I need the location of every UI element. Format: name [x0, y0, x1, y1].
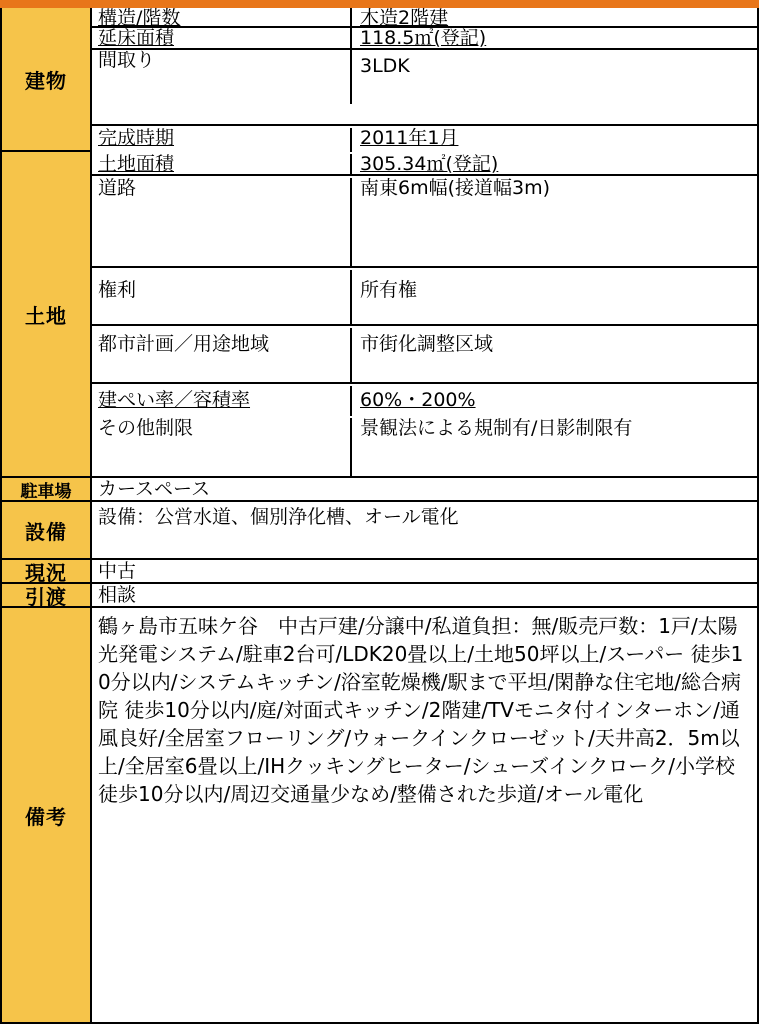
land-other-restrictions-label: その他制限 [92, 418, 352, 478]
land-zoning-value: 市街化調整区域 [360, 333, 494, 355]
divider [92, 606, 757, 608]
status-value: 中古 [98, 560, 137, 582]
building-floor-area-label: 延床面積 [92, 28, 352, 50]
building-completion-value: 2011年1月 [360, 127, 459, 149]
facilities-value: 設備：公営水道、個別浄化槽、オール電化 [98, 506, 459, 528]
land-rights-value: 所有権 [360, 279, 418, 301]
category-land: 土地 [2, 152, 92, 478]
remarks-value: 鶴ヶ島市五味ケ谷 中古戸建/分譲中/私道負担：無/販売戸数：1戸/太陽光発電システム/駐車2台可/LDK20畳以上/土地50坪以上/スーパー 徒歩10分以内/システムキッチン/浴室乾燥機/駅まで平坦/閑静な住宅地/総合病院 徒歩10分以内/庭/対面式キッチン/2階建/TVモニタ付インターホン/通風良好/全居室フローリング/ウォークインクローゼット/天井高2．5m以上/全居室6畳以上/IHクッキングヒーター/シューズインクローク/小学校 徒歩10分以内/周辺交通量少なめ/整備された歩道/オール電化 [98, 614, 744, 806]
building-completion-label: 完成時期 [92, 128, 352, 152]
category-status: 現況 [2, 560, 92, 584]
land-coverage-value: 60%・200% [360, 389, 476, 411]
category-facilities: 設備 [2, 502, 92, 560]
category-parking: 駐車場 [2, 478, 92, 502]
category-building: 建物 [2, 8, 92, 152]
category-handover: 引渡 [2, 584, 92, 608]
divider [92, 382, 757, 384]
land-area-label: 土地面積 [92, 154, 352, 176]
land-coverage-label: 建ぺい率／容積率 [92, 386, 352, 416]
category-remarks: 備考 [2, 608, 92, 1022]
building-structure-label: 構造/階数 [92, 8, 352, 28]
land-area-value: 305.34㎡(登記) [360, 153, 499, 175]
divider [92, 500, 757, 502]
building-layout-label: 間取り [92, 28, 352, 104]
divider [92, 266, 757, 268]
building-structure-value: 木造2階建 [360, 7, 449, 29]
divider [92, 174, 757, 176]
building-floor-area-value: 118.5㎡(登記) [360, 27, 487, 49]
handover-value: 相談 [98, 584, 137, 606]
divider [92, 324, 757, 326]
parking-value: カースペース [98, 478, 211, 500]
land-rights-label: 権利 [92, 270, 352, 326]
land-road-label: 道路 [92, 178, 352, 268]
land-other-restrictions-value: 景観法による規制有/日影制限有 [360, 417, 633, 439]
divider [92, 124, 757, 126]
land-road-value: 南東6m幅(接道幅3m) [360, 177, 551, 199]
building-layout-value: 3LDK [360, 55, 410, 77]
property-table [0, 8, 759, 1024]
land-zoning-label: 都市計画／用途地域 [92, 328, 352, 384]
